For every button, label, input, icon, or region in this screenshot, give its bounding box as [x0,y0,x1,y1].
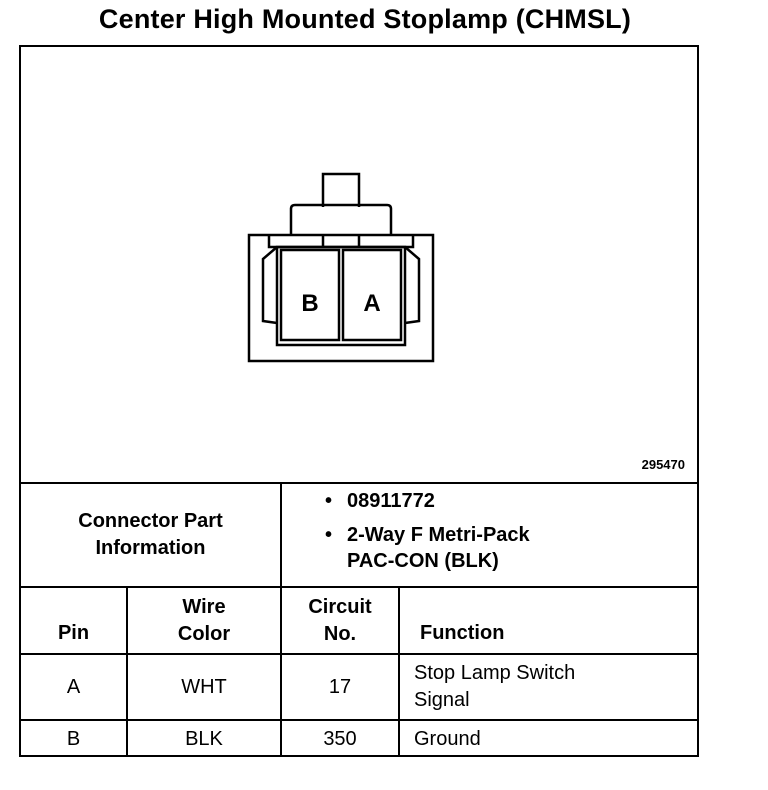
connector-body [277,247,405,345]
part-info-label-line: Connector Part [78,510,223,532]
bullet-icon: • [325,524,333,546]
header-circuit-line: Circuit [308,595,372,618]
header-wire-color-line: Wire [182,595,226,618]
connector-shoulder [291,205,391,235]
part-number: 08911772 [347,490,435,512]
header-circuit-line: No. [323,622,357,645]
table-cell-circuit: 17 [328,675,352,698]
header-wire-color [128,588,280,653]
table-cell-pin: B [66,727,81,750]
part-info-label-line: Information [95,537,206,559]
header-pin: Pin [57,622,90,644]
connector-chart [19,45,699,757]
connector-shelf [269,235,413,247]
table-cell-function [400,655,697,719]
part-info-label [21,484,280,586]
divider [280,482,282,588]
function-line: Signal [414,689,470,711]
connector-shelf-center [323,235,359,247]
part-info-item [325,522,530,574]
page-title: Center High Mounted Stoplamp (CHMSL) [98,4,632,34]
table-cell-wire-color: WHT [181,675,227,698]
table-cell-wire-color: BLK [185,727,223,750]
connector-type-detail: PAC-CON (BLK) [347,550,499,572]
bullet-icon: • [325,490,333,512]
connector-type: 2-Way F Metri-Pack [347,524,530,546]
table-cell-function: Ground [414,727,481,750]
function-line: Stop Lamp Switch [414,662,576,684]
connector-left-rail [263,247,277,323]
part-info-item [325,488,530,514]
header-function: Function [420,622,505,644]
connector-latch [323,174,359,207]
pin-label-b: B [301,290,319,317]
table-cell-circuit: 350 [323,727,357,750]
connector-right-rail [405,247,419,323]
figure-number: 295470 [641,457,685,472]
part-info-list [325,488,530,574]
table-cell-pin: A [66,675,81,698]
header-wire-color-line: Color [177,622,231,645]
pin-label-a: A [363,290,381,317]
header-circuit [282,588,398,653]
connector-diagram [21,47,697,482]
